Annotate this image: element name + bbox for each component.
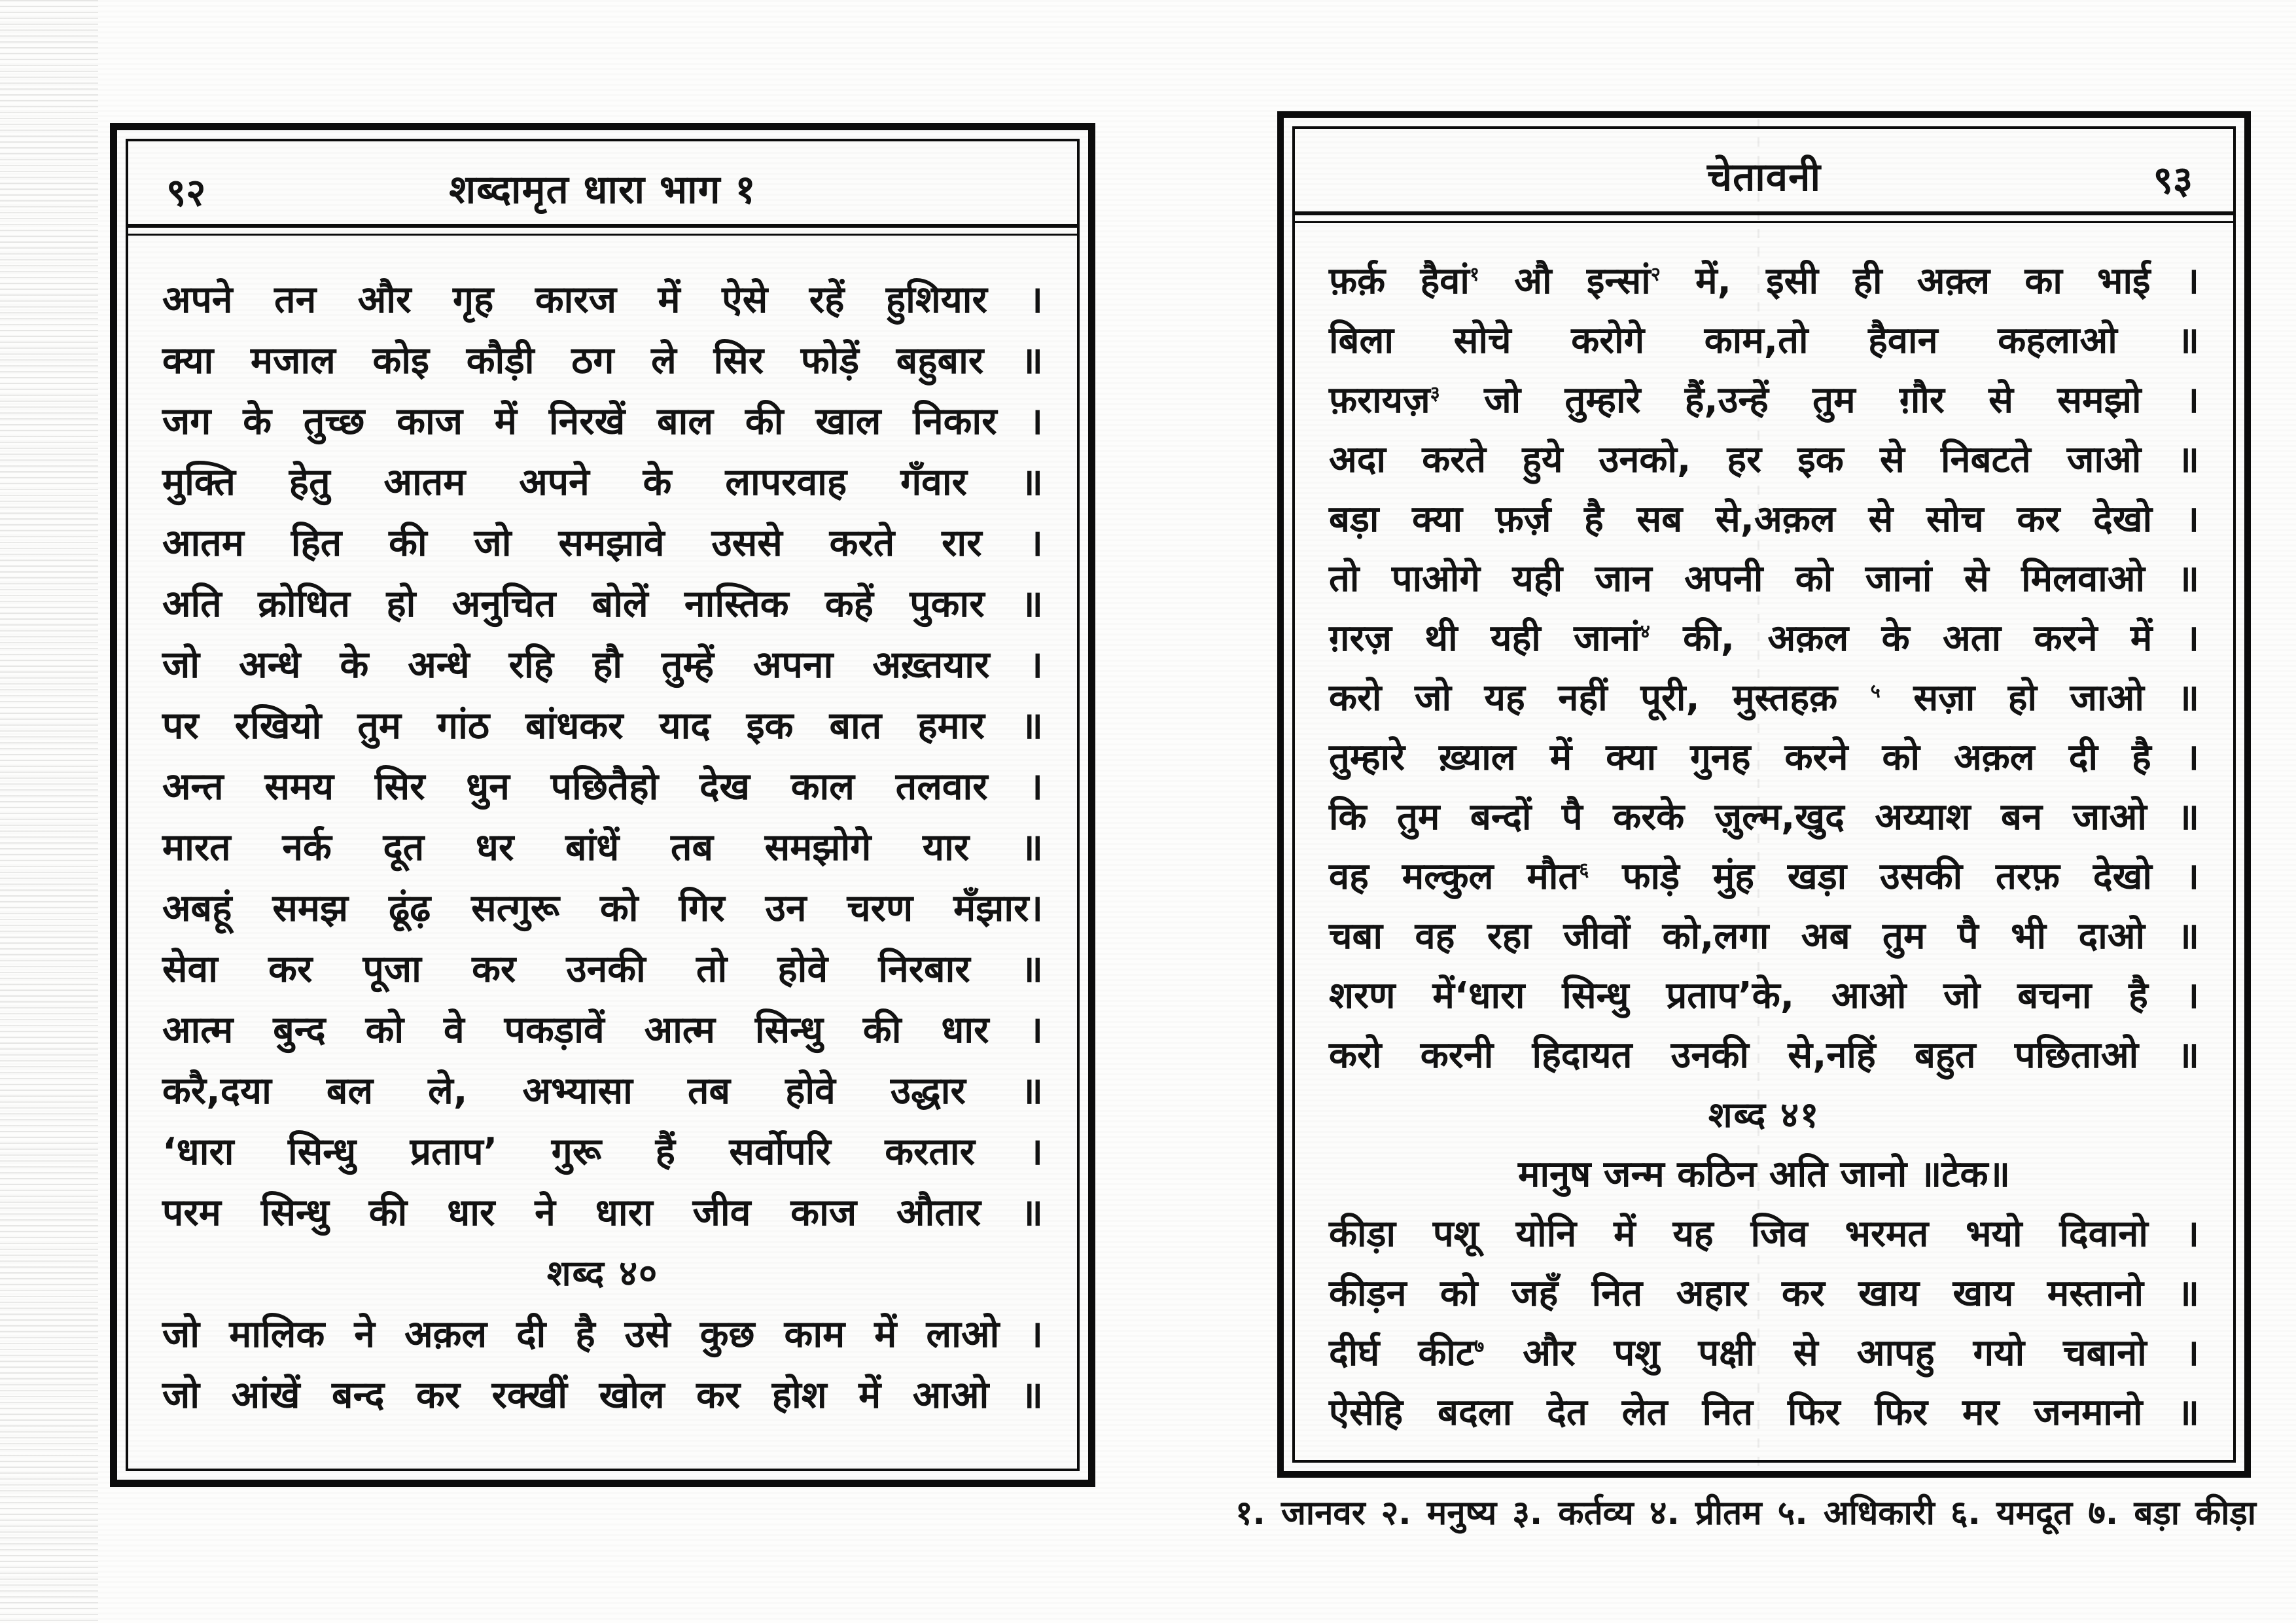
- verse-line: क्या मजाल कोइ कौड़ी ठग ले सिर फोड़ें बहुबार ॥: [162, 339, 1043, 382]
- verse-line: दीर्घ कीट$^७$ और पशु पक्षी से आपहु गयो चबानो ।: [1329, 1332, 2199, 1374]
- verse-line: मानुष जन्म कठिन अति जानो ॥टेक॥: [1517, 1153, 2011, 1196]
- verse-line: वह मल्कुल मौत$^६$ फाड़े मुंह खड़ा उसकी तरफ़ देखो ।: [1329, 855, 2200, 898]
- verse-line: करो करनी हिदायत उनकी से,नहिं बहुत पछिताओ ॥: [1329, 1034, 2199, 1077]
- right-page: [1277, 111, 2251, 1478]
- verse-line: अति क्रोधित हो अनुचित बोलें नास्तिक कहें पुकार ॥: [162, 582, 1043, 626]
- right-running-title: चेतावनी: [1706, 154, 1822, 200]
- verse-line: बड़ा क्या फ़र्ज़ है सब से,अक़ल से सोच कर देखो ।: [1329, 498, 2199, 541]
- right-section-block: [1329, 1145, 2199, 1443]
- right-verse-block: [1329, 252, 2199, 1086]
- verse-line: शरण में‘धारा सिन्धु प्रताप’के, आओ जो बचना है ।: [1329, 974, 2199, 1017]
- verse-line: तुम्हारे ख़्याल में क्या गुनह करने को अक़ल दी है ।: [1329, 736, 2199, 779]
- left-section-heading: शब्द ४०: [546, 1253, 659, 1294]
- verse-line: जो आंखें बन्द कर रक्खीं खोल कर होश में आओ ॥: [162, 1374, 1043, 1417]
- verse-line: चबा वह रहा जीवों को,लगा अब तुम पै भी दाओ ॥: [1329, 915, 2199, 957]
- verse-line: पर रखियो तुम गांठ बांधकर याद इक बात हमार ॥: [162, 704, 1043, 747]
- left-page-body: [128, 228, 1077, 1426]
- left-section-block: [162, 1304, 1043, 1426]
- verse-line: अपने तन और गृह कारज में ऐसे रहें हुशियार ।: [162, 278, 1043, 321]
- left-header-rule: [128, 224, 1077, 228]
- left-running-title: शब्दामृत धारा भाग १: [449, 167, 756, 213]
- right-page-body: [1295, 215, 2233, 1443]
- right-page-number: ९३: [2153, 158, 2193, 202]
- verse-line: ग़रज़ थी यही जानां$^४$ की, अक़ल के अता करने में ।: [1329, 617, 2199, 660]
- verse-line: फ़र्क़ हैवां$^१$ औ इन्सां$^२$ में, इसी ही अक़्ल का भाई ।: [1329, 260, 2200, 302]
- verse-line: कि तुम बन्दों पै करके ज़ुल्म,खुद अय्याश बन जाओ ॥: [1329, 796, 2199, 838]
- verse-line: परम सिन्धु की धार ने धारा जीव काज औतार ॥: [162, 1191, 1043, 1234]
- right-page-inner-frame: [1292, 126, 2236, 1463]
- footnote-glossary: १. जानवर २. मनुष्य ३. कर्तव्य ४. प्रीतम ५. अधिकारी ६. यमदूत ७. बड़ा कीड़ा: [1235, 1494, 2256, 1533]
- right-page-header: [1295, 129, 2233, 211]
- left-page-inner-frame: [126, 139, 1080, 1471]
- verse-line: करै,दया बल ले, अभ्यासा तब होवे उद्धार ॥: [162, 1069, 1043, 1113]
- verse-line: आत्म बुन्द को वे पकड़ावें आत्म सिन्धु की धार ।: [162, 1008, 1043, 1052]
- left-verse-block: [162, 270, 1043, 1243]
- verse-line: कीड़ा पशू योनि में यह जिव भरमत भयो दिवानो ।: [1329, 1213, 2199, 1255]
- verse-line: करो जो यह नहीं पूरी, मुस्तहक़ $^५$ सज़ा हो जाओ ॥: [1329, 677, 2199, 719]
- verse-line: तो पाओगे यही जान अपनी को जानां से मिलवाओ ॥: [1329, 558, 2199, 600]
- verse-line: अन्त समय सिर धुन पछितैहो देख काल तलवार ।: [162, 765, 1043, 808]
- left-page-number: ९२: [166, 170, 206, 215]
- right-header-rule: [1295, 211, 2233, 215]
- verse-line: अदा करते हुये उनको, हर इक से निबटते जाओ ॥: [1329, 438, 2199, 481]
- left-page: [110, 123, 1095, 1487]
- verse-line: मारत नर्क दूत धर बांधें तब समझोगे यार ॥: [162, 826, 1043, 869]
- verse-line: मुक्ति हेतु आतम अपने के लापरवाह गँवार ॥: [162, 461, 1043, 504]
- verse-line: कीड़न को जहँ नित अहार कर खाय खाय मस्तानो ॥: [1329, 1272, 2199, 1315]
- verse-line: जो मालिक ने अक़ल दी है उसे कुछ काम में लाओ ।: [162, 1313, 1043, 1356]
- verse-line: फ़रायज़$^३$ जो तुम्हारे हैं,उन्हें तुम ग़ौर से समझो ।: [1329, 379, 2199, 421]
- left-page-header: [128, 141, 1077, 224]
- verse-line: बिला सोचे करोगे काम,तो हैवान कहलाओ ॥: [1329, 319, 2199, 362]
- verse-line: आतम हित की जो समझावे उससे करते रार ।: [162, 522, 1043, 565]
- verse-line: जग के तुच्छ काज में निरखें बाल की खाल निकार ।: [162, 400, 1043, 443]
- right-section-heading: शब्द ४१: [1708, 1094, 1820, 1135]
- verse-line: जो अन्धे के अन्धे रहि हौ तुम्हें अपना अख़्तयार ।: [162, 643, 1043, 687]
- verse-line: अबहूं समझ ढूंढ़ सत्गुरू को गिर उन चरण मँझार।: [162, 887, 1043, 930]
- verse-line: ‘धारा सिन्धु प्रताप’ गुरू हैं सर्वोपरि करतार ।: [162, 1130, 1043, 1173]
- verse-line: सेवा कर पूजा कर उनकी तो होवे निरबार ॥: [162, 948, 1043, 991]
- verse-line: ऐसेहि बदला देत लेत नित फिर फिर मर जनमानो ॥: [1329, 1391, 2199, 1434]
